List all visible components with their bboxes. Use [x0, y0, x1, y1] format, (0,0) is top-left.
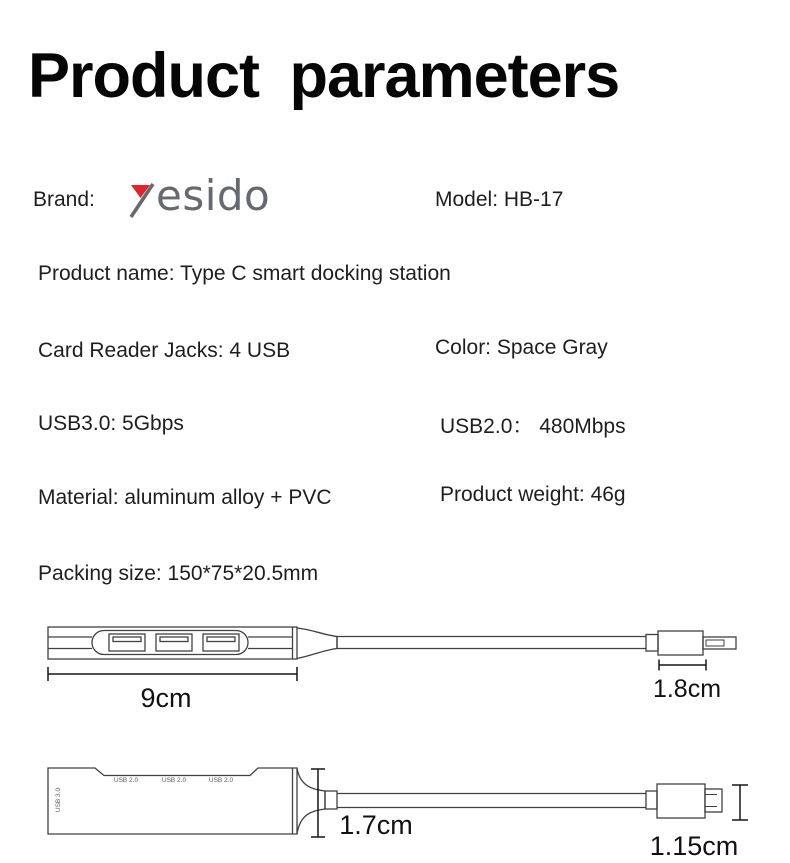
- length-dimension-line: [48, 667, 297, 681]
- plug-length-dimension-label: 1.8cm: [652, 675, 722, 703]
- material-value: Material: aluminum alloy + PVC: [38, 486, 332, 509]
- page-title: Product parameters: [28, 41, 620, 111]
- cable: [337, 637, 646, 649]
- usb2-speed-value: USB2.0： 480Mbps: [440, 415, 626, 438]
- dimension-lines-top-view: [48, 660, 706, 682]
- height-dimension-label: 1.7cm: [339, 810, 413, 840]
- color-value: Color: Space Gray: [435, 336, 608, 359]
- type-c-plug-side-view: [646, 784, 722, 818]
- packing-size-value: Packing size: 150*75*20.5mm: [38, 562, 319, 585]
- hub-top-view-lineart: [48, 627, 736, 659]
- type-c-plug-top-view: [646, 631, 736, 655]
- product-weight-value: Product weight: 46g: [440, 483, 626, 506]
- usb2-port-label-3: USB 2.0: [208, 777, 234, 784]
- model-value: Model: HB-17: [435, 188, 564, 211]
- cable-strain-relief: [297, 628, 337, 659]
- product-name-value: Product name: Type C smart docking station: [38, 262, 451, 285]
- usb2-port-label-2: USB 2.0: [161, 777, 187, 784]
- brand-label: Brand:: [33, 188, 95, 211]
- hub-side-view-diagram: [0, 730, 790, 863]
- usb2-port-label-1: USB 2.0: [113, 777, 139, 784]
- card-reader-jacks-value: Card Reader Jacks: 4 USB: [38, 339, 291, 362]
- usb3-port-label: USB 3.0: [55, 787, 62, 813]
- hub-top-view-diagram: [0, 600, 790, 725]
- usb3-speed-value: USB3.0: 5Gbps: [38, 412, 184, 435]
- yesido-logo: [126, 172, 270, 220]
- plug-height-dimension-line: [732, 785, 748, 820]
- plug-height-dimension-label: 1.15cm: [649, 831, 739, 861]
- length-dimension-label: 9cm: [140, 683, 192, 713]
- plug-length-dimension-line: [659, 660, 706, 671]
- height-dimension-line: [311, 769, 325, 837]
- cable-side: [337, 794, 646, 808]
- cable-strain-relief-side: [297, 768, 325, 834]
- yesido-logo-text: esido: [156, 171, 271, 220]
- yesido-logo-y-icon: [126, 172, 158, 220]
- cable-neck: [325, 791, 337, 809]
